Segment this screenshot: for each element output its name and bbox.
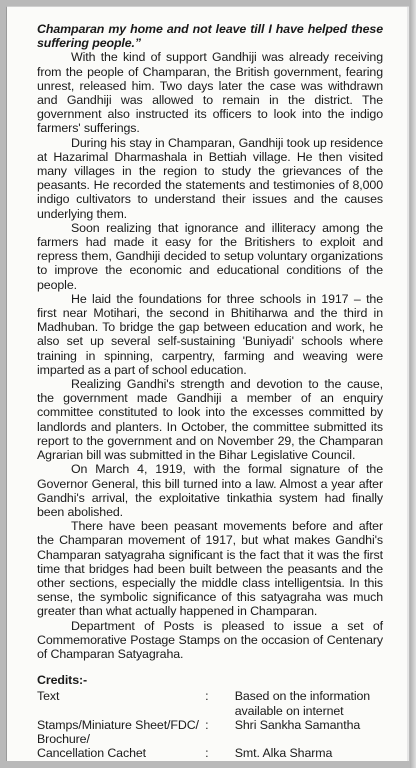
article-body <box>37 22 383 760</box>
credit-row-text <box>37 689 383 717</box>
paragraph-organizations: Soon realizing that ignorance and illiteracy among the farmers had made it easy for the Britishers to exploit and repress them, Gandhiji decided to setup voluntary organizations to improve the economic and educational conditions of the people. <box>37 220 383 292</box>
paragraph-committee: Realizing Gandhi's strength and devotion to the cause, the government made Gandhiji a member of an enquiry committee constituted to look into the excesses committed by landlords and planters. In October, the committee submitted its report to the government and on November 29, the Champaran Agrarian bill was submitted in the Bihar Legislative Council. <box>37 377 383 463</box>
credit-value: Smt. Alka Sharma <box>234 746 333 761</box>
paragraph-stamps: Department of Posts is pleased to issue a set of Commemorative Postage Stamps on the occasion of Centenary of Champaran Satyagraha. <box>37 618 383 661</box>
credit-value: Shri Sankha Samantha <box>234 717 361 732</box>
paragraph-significance: There have been peasant movements before and after the Champaran movement of 1917, but what makes Gandhi's Champaran satyagraha significant is the fact that it was the first time that bridges had been built between the peasants and the other sections, especially the middle class intelligentsia. In this sense, the symbolic significance of this satyagraha was much greater than what actually happened in Champaran. <box>37 519 383 619</box>
credit-colon: : <box>205 717 209 732</box>
opening-quote: Champaran my home and not leave till I have helped these suffering people.” <box>37 22 383 51</box>
credits-heading: Credits:- <box>37 673 88 688</box>
credit-row-stamps <box>37 718 383 746</box>
paragraph-schools: He laid the foundations for three schools in 1917 – the first near Motihari, the second in Bhitiharwa and the third in Madhuban. To bridge the gap between education and work, he also set up several self-sustaining 'Buniyadi' schools where training in spinning, carpentry, farming and weaving were imparted as a part of school education. <box>37 291 383 377</box>
scan-edge <box>410 0 416 768</box>
brochure-page <box>6 6 409 761</box>
credit-label: Cancellation Cachet <box>37 746 146 761</box>
credit-row-cachet <box>37 746 383 760</box>
paragraph-stay: During his stay in Champaran, Gandhiji took up residence at Hazarimal Dharmashala in Bettiah village. He then visited many villages in the region to study the grievances of the peasants. He recorded the statements and testimonies of 8,000 indigo cultivators to understand their issues and the causes underlying them. <box>37 135 383 221</box>
credit-value: Based on the information available on internet <box>234 689 371 718</box>
paragraph-release: With the kind of support Gandhiji was already receiving from the people of Champaran, the British government, fearing unrest, released him. Two days later the case was withdrawn and Gandhiji was allowed to remain in the district. The government also instructed its officers to look into the indigo farmers' sufferings. <box>37 50 383 136</box>
credit-colon: : <box>205 746 209 761</box>
credit-label: Stamps/Miniature Sheet/FDC/ Brochure/ <box>37 717 199 746</box>
credit-label: Text <box>37 689 60 704</box>
paragraph-law: On March 4, 1919, with the formal signature of the Governor General, this bill turned into a law. Almost a year after Gandhi's arrival, the exploitative tinkathia system had finally been abolished. <box>37 462 383 519</box>
credit-colon: : <box>205 689 209 704</box>
